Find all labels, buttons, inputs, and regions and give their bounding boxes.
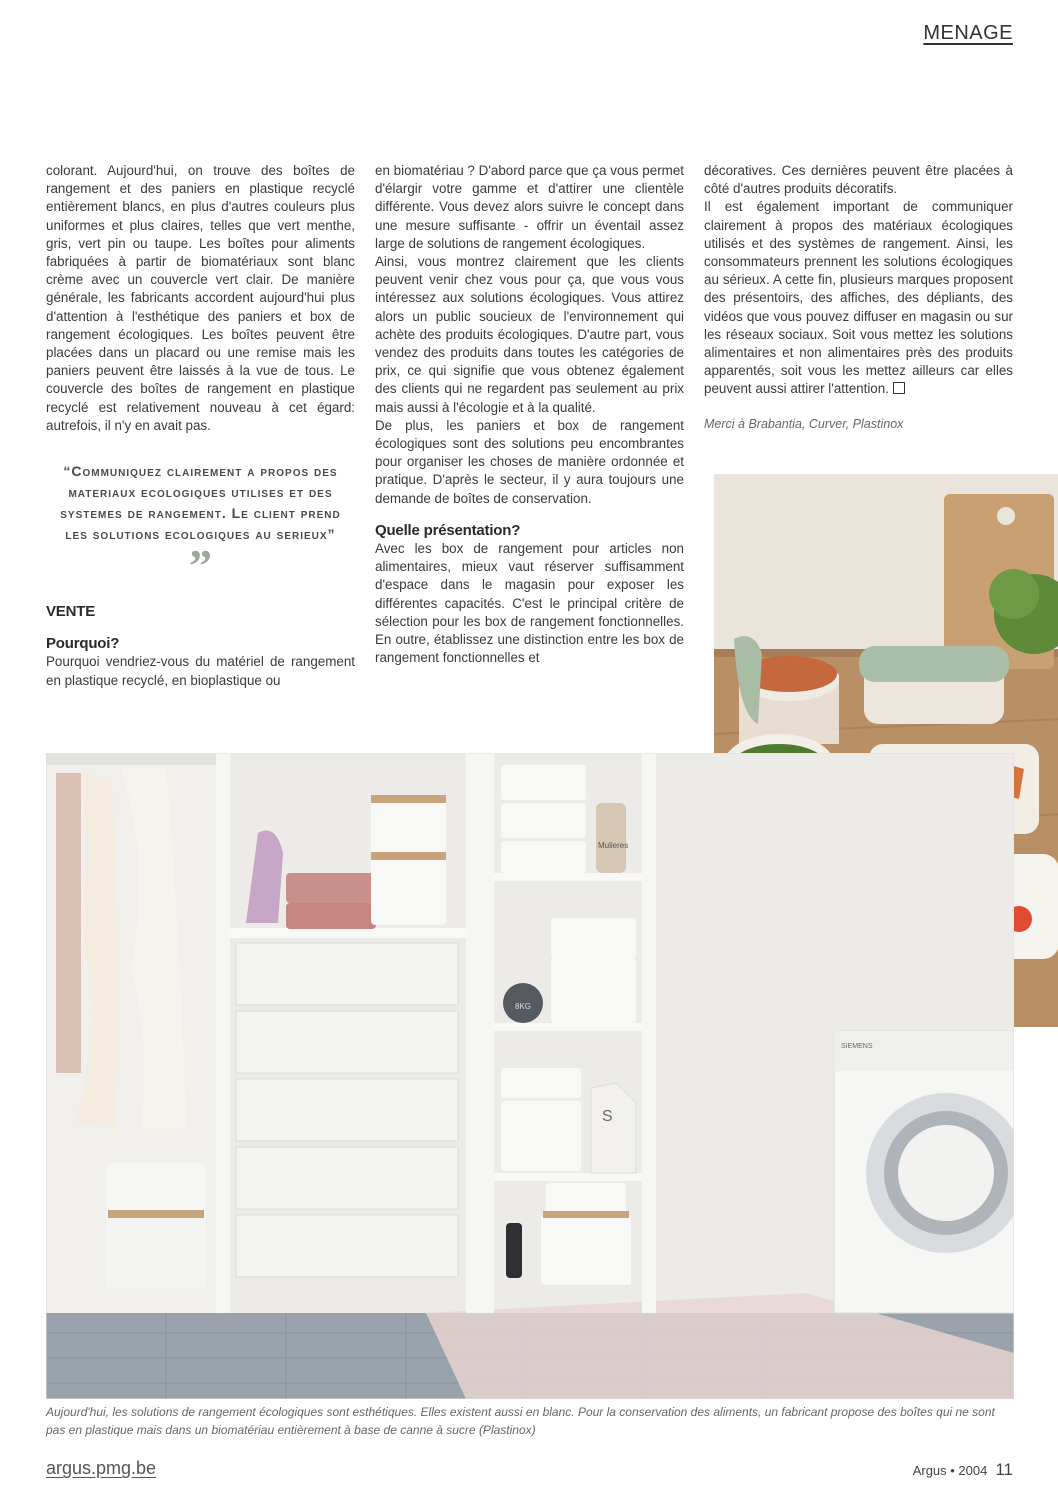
paragraph: De plus, les paniers et box de rangement écologiques sont des solutions peu encombrantes pour organiser les choses de manière ordonnée et pratique. D'après le secteur, il y aura toujours une demande de boîtes de conservation. [375, 417, 684, 506]
paragraph: colorant. Aujourd'hui, on trouve des boîtes de rangement et des paniers en plastique recyclé entièrement blancs, en plus d'autres couleurs plus uniformes et plus claires, telles que vert menthe, gris, vert pin ou taupe. Les boîtes pour aliments fabriquées à partir de biomatériaux sont blanc crème avec un couvercle vert clair. De manière générale, les fabricants accordent aujourd'hui plus d'attention à l'esthétique des paniers et box de rangement écologiques. Les boîtes peuvent être placées dans un placard ou une remise mais les paniers peuvent être laissés à la vue de tous. Le couvercle des boîtes de rangement en plastique recyclé est relativement nouveau à cet égard: autrefois, il n'y en avait pas. [46, 163, 355, 433]
article-column-1 [46, 162, 355, 690]
bag-label: S [602, 1108, 613, 1125]
subheading: Quelle présentation? [375, 521, 521, 539]
paragraph: en biomatériau ? D'abord parce que ça vous permet d'élargir votre gamme et d'attirer une clientèle différente. Vous devez alors suivre le concept dans une mesure suffisante - offrir un éventail assez large de solutions de rangement écologiques. [375, 163, 684, 251]
washer-brand-label: SIEMENS [841, 1043, 873, 1050]
kettlebell-label: 8KG [515, 1002, 532, 1011]
pull-quote: “Communiquez clairement a propos des materiaux ecologiques utilises et des systemes de rangement. Le client prend les solutions ecologiques au serieux” [60, 463, 341, 543]
bottle-label: Mulieres [598, 841, 629, 850]
paragraph: Il est également important de communiquer clairement à propos des matériaux écologiques utilisés et des systèmes de rangement. Ainsi, les consommateurs prennent les solutions écologiques au sérieux. A cette fin, plusieurs marques proposent des présentoirs, des affiches, des dépliants, des vidéos que vous pouvez diffuser en magasin ou sur les réseaux sociaux. Soit vous mettez les solutions alimentaires et non alimentaires près des produits apparentés, soit vous les mettez ailleurs car elles peuvent aussi attirer l'attention. [704, 199, 1013, 397]
subheading: Pourquoi? [46, 635, 120, 653]
footer-issue [913, 1460, 1013, 1480]
credits: Merci à Brabantia, Curver, Plastinox [704, 416, 904, 431]
issue-label: Argus • 2004 [912, 1463, 988, 1478]
section-title: MENAGE [923, 22, 1013, 44]
photo-caption: Aujourd'hui, les solutions de rangement écologiques sont esthétiques. Elles existent aussi en blanc. Pour la conservation des aliments, un fabricant propose des boîtes qui ne sont pas en plastique mais dans un biomatériau entièrement à base de canne à sucre (Plastinox) [46, 1405, 995, 1437]
section-heading: VENTE [46, 603, 96, 621]
article-column-3 [704, 162, 1013, 433]
storage-cabinet-photo [46, 753, 1014, 1399]
quote-mark-icon: ” [189, 540, 212, 592]
paragraph: Ainsi, vous montrez clairement que les clients peuvent venir chez vous pour ça, que vous vous intéressez aux solutions écologiques. Vous attirez alors un public soucieux de l'environnement qui achète des produits écologiques. D'autre part, vous vendez des produits dans toutes les catégories de prix, ce qui signifie que vous obtenez également des clients qui ne regardent pas seulement au prix mais aussi à l'écologie et à la qualité. [375, 254, 684, 415]
article-column-2 [375, 162, 684, 667]
paragraph: Pourquoi vendriez-vous du matériel de rangement en plastique recyclé, en bioplastique ou [46, 654, 355, 688]
page-number: 11 [995, 1460, 1013, 1479]
paragraph: Avec les box de rangement pour articles non alimentaires, mieux vaut réserver suffisamment d'espace dans le magasin pour exposer les différentes capacités. C'est le principal critère de sélection pour les box de rangement fonctionnelles. En outre, établissez une distinction entre les box de rangement fonctionnelles et [375, 541, 684, 666]
footer-website-link[interactable]: argus.pmg.be [46, 1458, 157, 1478]
paragraph: décoratives. Ces dernières peuvent être placées à côté d'autres produits décoratifs. [704, 163, 1013, 197]
end-mark-icon [893, 382, 905, 394]
